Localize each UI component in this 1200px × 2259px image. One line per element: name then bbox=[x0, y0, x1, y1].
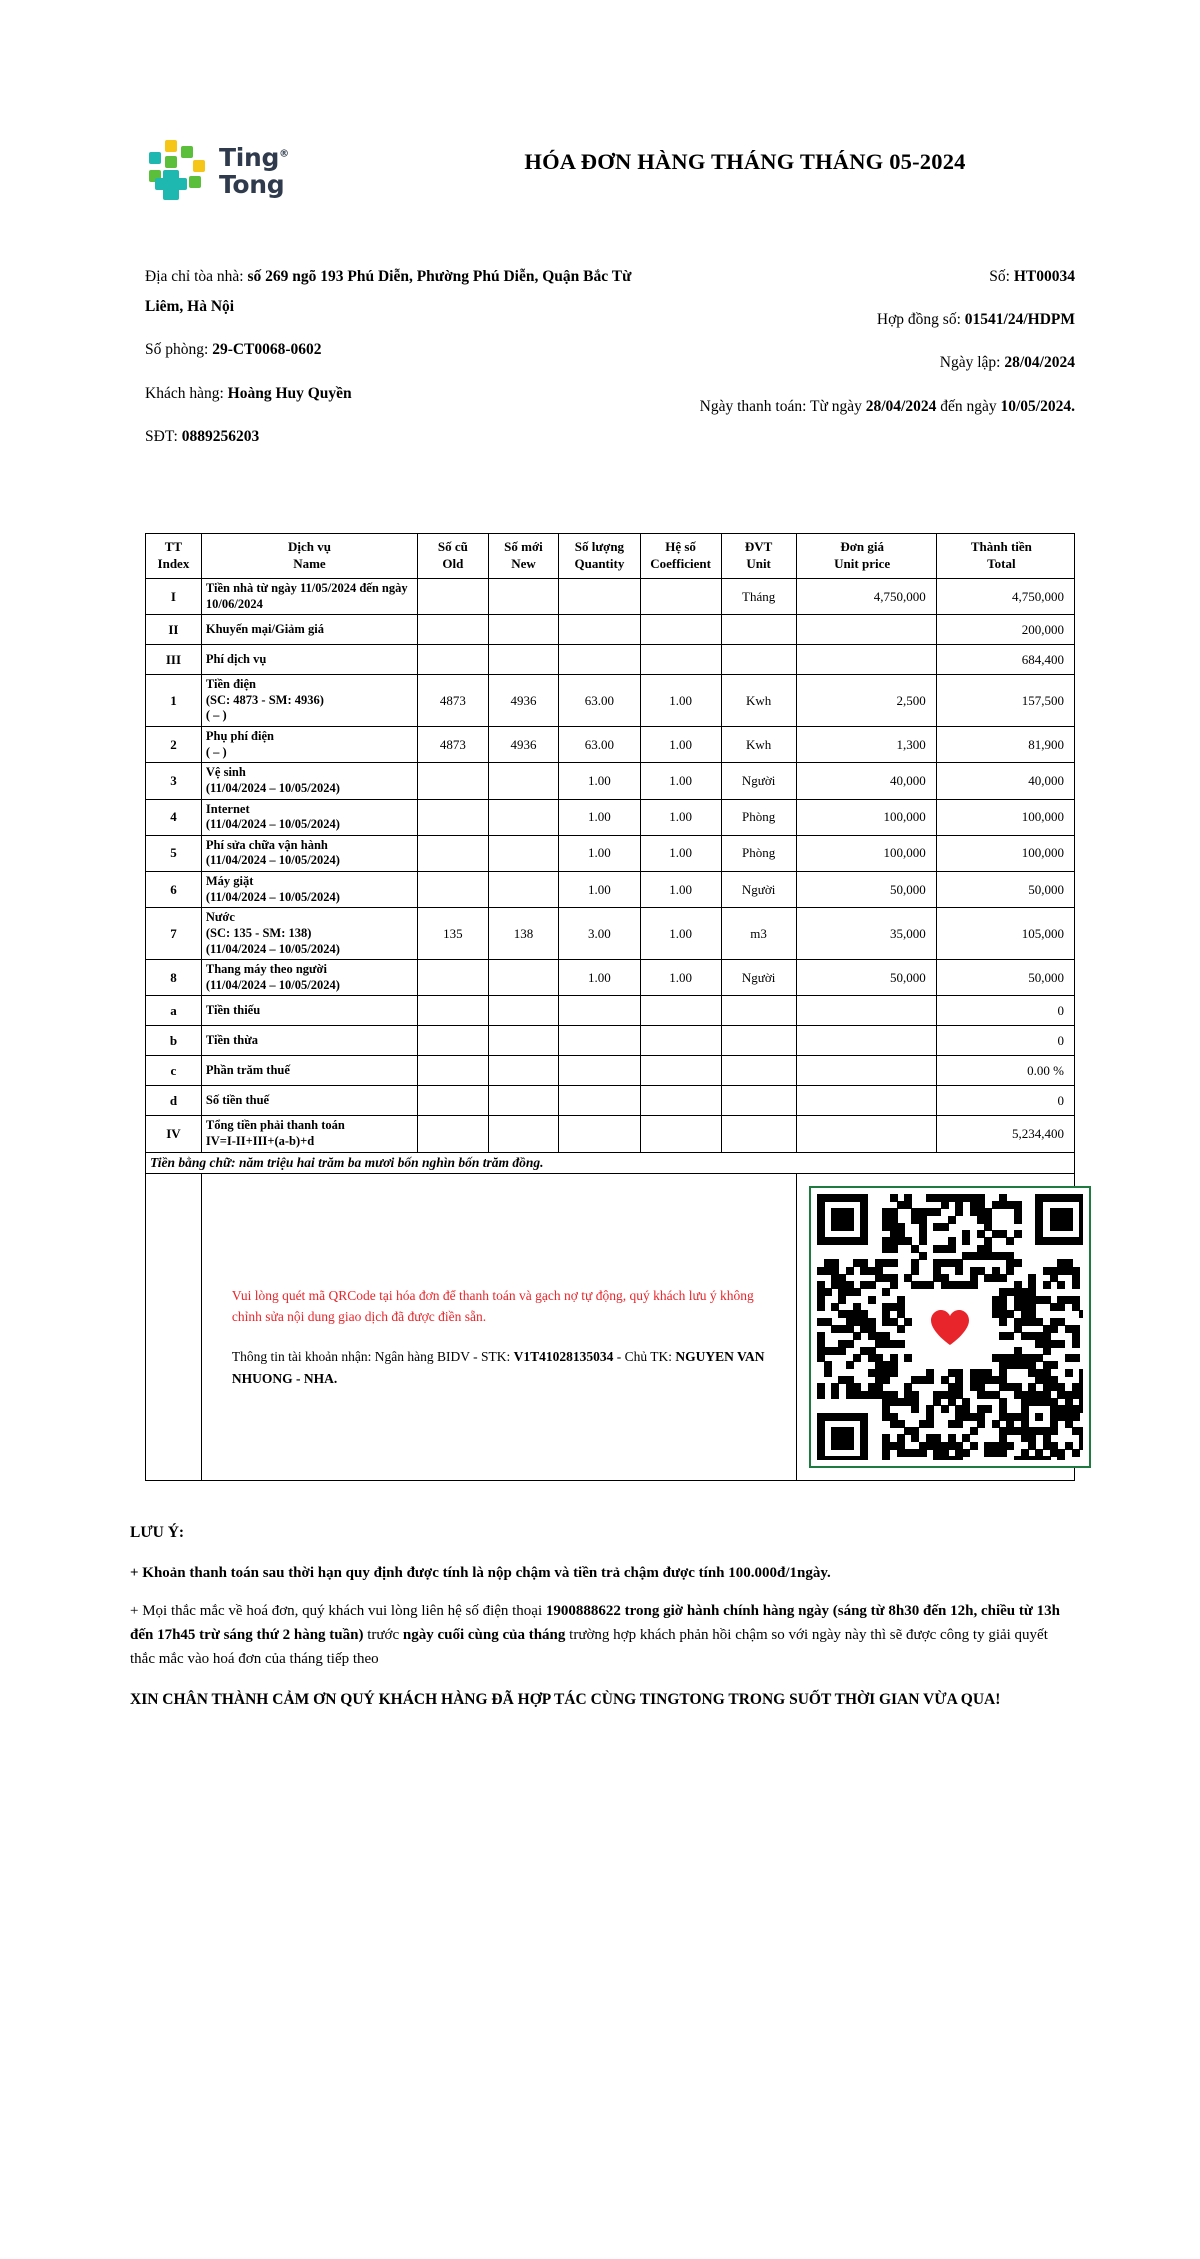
brand-name-line1: Ting bbox=[219, 143, 280, 172]
cell-new bbox=[488, 1026, 559, 1056]
cell-price: 4,750,000 bbox=[796, 578, 936, 614]
meta-building-address-value: số 269 ngõ 193 Phú Diễn, Phường Phú Diễn, Quận Bắc Từ Liêm, Hà Nội bbox=[145, 268, 632, 316]
col-index-l2: Index bbox=[157, 555, 190, 571]
cell-new: 138 bbox=[488, 908, 559, 960]
cell-total: 157,500 bbox=[936, 675, 1074, 727]
cell-qty: 1.00 bbox=[559, 799, 640, 835]
table-row bbox=[146, 872, 1075, 908]
cell-new bbox=[488, 578, 559, 614]
cell-total: 0 bbox=[936, 1086, 1074, 1116]
brand-name bbox=[219, 144, 289, 198]
col-old bbox=[418, 534, 489, 579]
footer-note-support-a: + Mọi thắc mắc về hoá đơn, quý khách vui lòng liên hệ số điện thoại bbox=[130, 1603, 546, 1620]
invoice-table-wrap bbox=[0, 533, 1200, 1481]
cell-name: Tiền thừa bbox=[201, 1026, 417, 1056]
invoice-table bbox=[145, 533, 1075, 1481]
brand-logo bbox=[145, 140, 375, 202]
table-row bbox=[146, 578, 1075, 614]
table-row bbox=[146, 727, 1075, 763]
footer-note-support-hotline: 1900888622 trong giờ hành chính hàng ngày (sáng từ 8h30 đến 12h, chiều từ 13h đến 17h45 trừ sáng thứ 2 hàng tuần) bbox=[130, 1603, 1060, 1644]
footer-note-support bbox=[130, 1599, 1075, 1671]
cell-unit bbox=[721, 996, 796, 1026]
qr-instruction-text: Vui lòng quét mã QRCode tại hóa đơn để thanh toán và gạch nợ tự động, quý khách lưu ý không chỉnh sửa nội dung giao dịch đã được điền sẵn. bbox=[231, 1288, 754, 1325]
cell-price: 1,300 bbox=[796, 727, 936, 763]
cell-old bbox=[418, 1086, 489, 1116]
bank-info-mid: - Chủ TK: bbox=[613, 1348, 676, 1364]
col-unit-l2: Unit bbox=[746, 555, 771, 571]
brand-name-line2: Tong bbox=[219, 170, 285, 199]
cell-unit: Kwh bbox=[721, 727, 796, 763]
cell-coef bbox=[640, 615, 721, 645]
table-row bbox=[146, 996, 1075, 1026]
cell-new bbox=[488, 1086, 559, 1116]
cell-total: 0 bbox=[936, 1026, 1074, 1056]
cell-qty bbox=[559, 615, 640, 645]
table-row bbox=[146, 1056, 1075, 1086]
meta-room-number-label: Số phòng: bbox=[145, 341, 213, 359]
cell-name: Internet (11/04/2024 – 10/05/2024) bbox=[201, 799, 417, 835]
cell-unit: Tháng bbox=[721, 578, 796, 614]
invoice-table-body bbox=[146, 578, 1075, 1152]
meta-room-number bbox=[145, 335, 647, 365]
meta-issue-date-value: 28/04/2024 bbox=[1004, 354, 1075, 372]
cell-name: Phụ phí điện ( – ) bbox=[201, 727, 417, 763]
cell-unit bbox=[721, 1056, 796, 1086]
meta-phone bbox=[145, 422, 647, 452]
cell-unit bbox=[721, 645, 796, 675]
cell-idx: 1 bbox=[146, 675, 202, 727]
cell-price: 100,000 bbox=[796, 835, 936, 871]
cell-price bbox=[796, 1116, 936, 1152]
col-total-l2: Total bbox=[987, 555, 1016, 571]
cell-name: Nước (SC: 135 - SM: 138) (11/04/2024 – 10/05/2024) bbox=[201, 908, 417, 960]
cell-coef: 1.00 bbox=[640, 872, 721, 908]
heart-icon bbox=[927, 1304, 973, 1350]
page-title: HÓA ĐƠN HÀNG THÁNG THÁNG 05-2024 bbox=[524, 149, 966, 174]
meta-contract-number-value: 01541/24/HDPM bbox=[964, 311, 1075, 329]
invoice-footer bbox=[0, 1481, 1200, 1766]
col-name-l1: Dịch vụ bbox=[287, 539, 331, 555]
cell-total: 50,000 bbox=[936, 960, 1074, 996]
cell-idx: 2 bbox=[146, 727, 202, 763]
table-row bbox=[146, 960, 1075, 996]
col-new bbox=[488, 534, 559, 579]
cell-name: Số tiền thuế bbox=[201, 1086, 417, 1116]
col-unit-l1: ĐVT bbox=[744, 539, 773, 555]
cell-unit: Người bbox=[721, 872, 796, 908]
cell-old: 135 bbox=[418, 908, 489, 960]
cell-price bbox=[796, 645, 936, 675]
cell-total: 0 bbox=[936, 996, 1074, 1026]
meta-payment-period bbox=[666, 392, 1075, 422]
cell-unit: Người bbox=[721, 960, 796, 996]
col-index-l1: TT bbox=[164, 539, 183, 555]
invoice-table-foot bbox=[146, 1152, 1075, 1480]
cell-idx: IV bbox=[146, 1116, 202, 1152]
cell-name: Tiền thiếu bbox=[201, 996, 417, 1026]
footer-thanks: XIN CHÂN THÀNH CẢM ƠN QUÝ KHÁCH HÀNG ĐÃ HỢP TÁC CÙNG TINGTONG TRONG SUỐT THỜI GIAN VỪA QUA! bbox=[130, 1691, 1001, 1709]
col-name-l2: Name bbox=[293, 555, 326, 571]
table-row bbox=[146, 763, 1075, 799]
cell-coef: 1.00 bbox=[640, 727, 721, 763]
invoice-header bbox=[0, 0, 1200, 202]
col-coefficient-l1: Hệ số bbox=[665, 539, 696, 555]
cell-old bbox=[418, 763, 489, 799]
col-new-l1: Số mới bbox=[504, 539, 543, 555]
meta-building-address bbox=[145, 262, 647, 322]
cell-old bbox=[418, 872, 489, 908]
col-unit-price bbox=[796, 534, 936, 579]
cell-idx: 5 bbox=[146, 835, 202, 871]
amount-in-words-row bbox=[146, 1152, 1075, 1173]
cell-qty bbox=[559, 1116, 640, 1152]
cell-coef bbox=[640, 996, 721, 1026]
meta-customer-value: Hoàng Huy Quyền bbox=[227, 384, 352, 402]
cell-idx: II bbox=[146, 615, 202, 645]
cell-name: Vệ sinh (11/04/2024 – 10/05/2024) bbox=[201, 763, 417, 799]
cell-coef: 1.00 bbox=[640, 799, 721, 835]
cell-name: Tổng tiền phải thanh toán IV=I-II+III+(a-b)+d bbox=[201, 1116, 417, 1152]
cell-coef bbox=[640, 1086, 721, 1116]
table-row bbox=[146, 675, 1075, 727]
cell-qty bbox=[559, 1056, 640, 1086]
cell-total: 81,900 bbox=[936, 727, 1074, 763]
cell-total: 4,750,000 bbox=[936, 578, 1074, 614]
cell-total: 50,000 bbox=[936, 872, 1074, 908]
cell-idx: a bbox=[146, 996, 202, 1026]
cell-new bbox=[488, 872, 559, 908]
cell-old bbox=[418, 645, 489, 675]
cell-total: 5,234,400 bbox=[936, 1116, 1074, 1152]
table-header-row bbox=[146, 534, 1075, 579]
cell-name: Phí sửa chữa vận hành (11/04/2024 – 10/05/2024) bbox=[201, 835, 417, 871]
col-old-l2: Old bbox=[442, 555, 464, 571]
cell-coef: 1.00 bbox=[640, 763, 721, 799]
meta-room-number-value: 29-CT0068-0602 bbox=[212, 341, 322, 359]
meta-payment-period-start: 28/04/2024 bbox=[865, 397, 937, 415]
invoice-meta bbox=[0, 262, 1200, 465]
payment-row-spacer bbox=[146, 1173, 202, 1480]
cell-name: Phí dịch vụ bbox=[201, 645, 417, 675]
cell-old: 4873 bbox=[418, 727, 489, 763]
payment-note-cell bbox=[201, 1173, 796, 1480]
meta-invoice-number bbox=[666, 262, 1075, 292]
cell-name: Phần trăm thuế bbox=[201, 1056, 417, 1086]
cell-old bbox=[418, 1026, 489, 1056]
col-quantity bbox=[559, 534, 640, 579]
col-index bbox=[146, 534, 202, 579]
cell-old: 4873 bbox=[418, 675, 489, 727]
cell-unit: m3 bbox=[721, 908, 796, 960]
table-row bbox=[146, 645, 1075, 675]
cell-price bbox=[796, 1086, 936, 1116]
meta-customer-label: Khách hàng: bbox=[145, 384, 228, 402]
meta-payment-period-label: Ngày thanh toán: Từ ngày bbox=[699, 397, 866, 415]
col-quantity-l2: Quantity bbox=[574, 555, 625, 571]
cell-price bbox=[796, 996, 936, 1026]
cell-coef bbox=[640, 1116, 721, 1152]
footer-note-support-deadline: ngày cuối cùng của tháng bbox=[402, 1627, 566, 1644]
cell-idx: 6 bbox=[146, 872, 202, 908]
cell-qty bbox=[559, 996, 640, 1026]
table-row bbox=[146, 1086, 1075, 1116]
meta-contract-number bbox=[666, 305, 1075, 335]
col-unit-price-l2: Unit price bbox=[834, 555, 891, 571]
cell-price bbox=[796, 1056, 936, 1086]
meta-invoice-number-value: HT00034 bbox=[1013, 268, 1075, 285]
cell-idx: d bbox=[146, 1086, 202, 1116]
meta-contract-number-label: Hợp đồng số: bbox=[876, 311, 965, 329]
cell-total: 105,000 bbox=[936, 908, 1074, 960]
meta-phone-label: SĐT: bbox=[145, 427, 182, 445]
cell-old bbox=[418, 835, 489, 871]
meta-building-address-label: Địa chỉ tòa nhà: bbox=[145, 268, 248, 285]
cell-new bbox=[488, 645, 559, 675]
table-row bbox=[146, 1026, 1075, 1056]
cell-new bbox=[488, 1056, 559, 1086]
cell-idx: 7 bbox=[146, 908, 202, 960]
cell-total: 40,000 bbox=[936, 763, 1074, 799]
meta-payment-period-end: 10/05/2024. bbox=[1000, 397, 1075, 415]
meta-payment-period-mid: đến ngày bbox=[936, 397, 1001, 415]
footer-title: LƯU Ý: bbox=[130, 1523, 185, 1541]
cell-old bbox=[418, 960, 489, 996]
cell-price: 40,000 bbox=[796, 763, 936, 799]
cell-total: 0.00 % bbox=[936, 1056, 1074, 1086]
cell-coef: 1.00 bbox=[640, 835, 721, 871]
cell-unit bbox=[721, 615, 796, 645]
col-name bbox=[201, 534, 417, 579]
cell-qty bbox=[559, 1086, 640, 1116]
cell-idx: I bbox=[146, 578, 202, 614]
cell-idx: 8 bbox=[146, 960, 202, 996]
meta-invoice-number-label: Số: bbox=[989, 268, 1014, 285]
cell-total: 100,000 bbox=[936, 799, 1074, 835]
cell-old bbox=[418, 615, 489, 645]
col-total-l1: Thành tiền bbox=[970, 539, 1032, 555]
footer-note-late-fee: + Khoản thanh toán sau thời hạn quy định được tính là nộp chậm và tiền trả chậm được tính 100.000đ/1ngày. bbox=[130, 1565, 831, 1582]
cell-price: 50,000 bbox=[796, 960, 936, 996]
qr-code-pattern bbox=[817, 1194, 1083, 1460]
cell-qty bbox=[559, 1026, 640, 1056]
cell-qty: 63.00 bbox=[559, 675, 640, 727]
cell-name: Khuyến mại/Giảm giá bbox=[201, 615, 417, 645]
cell-new: 4936 bbox=[488, 727, 559, 763]
cell-unit: Kwh bbox=[721, 675, 796, 727]
footer-note-support-e: trường hợp khách phản hồi chậm so với ngày này thì sẽ được công ty giải quyết thắc mắc vào hoá đơn của tháng tiếp theo bbox=[130, 1627, 1048, 1668]
meta-issue-date bbox=[666, 348, 1075, 378]
amount-in-words: Tiền bằng chữ: năm triệu hai trăm ba mươi bốn nghìn bốn trăm đồng. bbox=[146, 1152, 1075, 1173]
cell-new bbox=[488, 960, 559, 996]
cell-name: Tiền điện (SC: 4873 - SM: 4936) ( – ) bbox=[201, 675, 417, 727]
meta-left-column bbox=[145, 262, 647, 465]
cell-new bbox=[488, 1116, 559, 1152]
cell-name: Thang máy theo người (11/04/2024 – 10/05/2024) bbox=[201, 960, 417, 996]
cell-total: 684,400 bbox=[936, 645, 1074, 675]
qr-cell bbox=[796, 1173, 1074, 1480]
cell-total: 200,000 bbox=[936, 615, 1074, 645]
cell-unit bbox=[721, 1116, 796, 1152]
brand-trademark: ® bbox=[279, 148, 289, 160]
cell-name: Tiền nhà từ ngày 11/05/2024 đến ngày 10/06/2024 bbox=[201, 578, 417, 614]
cell-qty: 1.00 bbox=[559, 960, 640, 996]
cell-idx: 3 bbox=[146, 763, 202, 799]
cell-unit: Phòng bbox=[721, 835, 796, 871]
table-row bbox=[146, 1116, 1075, 1152]
cell-price: 50,000 bbox=[796, 872, 936, 908]
cell-price: 100,000 bbox=[796, 799, 936, 835]
cell-unit: Người bbox=[721, 763, 796, 799]
bank-account-owner: NGUYEN VAN NHUONG - NHA. bbox=[231, 1348, 765, 1386]
table-row bbox=[146, 908, 1075, 960]
col-coefficient-l2: Coefficient bbox=[650, 555, 711, 571]
meta-phone-value: 0889256203 bbox=[181, 427, 260, 445]
meta-customer bbox=[145, 379, 647, 409]
tingtong-logo-icon bbox=[145, 140, 209, 202]
cell-coef bbox=[640, 1056, 721, 1086]
bank-info-text bbox=[232, 1346, 772, 1389]
col-unit bbox=[721, 534, 796, 579]
col-new-l2: New bbox=[511, 555, 536, 571]
cell-price bbox=[796, 1026, 936, 1056]
cell-qty: 1.00 bbox=[559, 763, 640, 799]
cell-coef: 1.00 bbox=[640, 908, 721, 960]
meta-right-column bbox=[666, 262, 1075, 465]
cell-coef bbox=[640, 645, 721, 675]
cell-new bbox=[488, 763, 559, 799]
footer-note-support-c: trước bbox=[363, 1627, 403, 1644]
invoice-table-head bbox=[146, 534, 1075, 579]
cell-qty: 1.00 bbox=[559, 872, 640, 908]
cell-qty bbox=[559, 578, 640, 614]
cell-old bbox=[418, 799, 489, 835]
bank-info-prefix: Thông tin tài khoản nhận: Ngân hàng BIDV - STK: bbox=[231, 1348, 514, 1364]
cell-new bbox=[488, 996, 559, 1026]
cell-unit bbox=[721, 1086, 796, 1116]
payment-qr-row bbox=[146, 1173, 1075, 1480]
cell-new bbox=[488, 835, 559, 871]
cell-coef bbox=[640, 578, 721, 614]
cell-idx: 4 bbox=[146, 799, 202, 835]
col-coefficient bbox=[640, 534, 721, 579]
cell-qty: 3.00 bbox=[559, 908, 640, 960]
table-row bbox=[146, 615, 1075, 645]
cell-new bbox=[488, 615, 559, 645]
cell-idx: III bbox=[146, 645, 202, 675]
cell-old bbox=[418, 1056, 489, 1086]
cell-new: 4936 bbox=[488, 675, 559, 727]
col-total bbox=[936, 534, 1074, 579]
cell-qty: 63.00 bbox=[559, 727, 640, 763]
cell-old bbox=[418, 1116, 489, 1152]
col-unit-price-l1: Đơn giá bbox=[840, 539, 884, 555]
cell-unit bbox=[721, 1026, 796, 1056]
cell-idx: b bbox=[146, 1026, 202, 1056]
qr-code[interactable] bbox=[809, 1186, 1091, 1468]
cell-unit: Phòng bbox=[721, 799, 796, 835]
cell-price bbox=[796, 615, 936, 645]
cell-coef bbox=[640, 1026, 721, 1056]
cell-old bbox=[418, 996, 489, 1026]
table-row bbox=[146, 799, 1075, 835]
cell-qty bbox=[559, 645, 640, 675]
cell-coef: 1.00 bbox=[640, 960, 721, 996]
cell-price: 2,500 bbox=[796, 675, 936, 727]
col-quantity-l1: Số lượng bbox=[574, 539, 625, 555]
cell-price: 35,000 bbox=[796, 908, 936, 960]
cell-coef: 1.00 bbox=[640, 675, 721, 727]
col-old-l1: Số cũ bbox=[437, 539, 468, 555]
cell-idx: c bbox=[146, 1056, 202, 1086]
cell-name: Máy giặt (11/04/2024 – 10/05/2024) bbox=[201, 872, 417, 908]
table-row bbox=[146, 835, 1075, 871]
cell-new bbox=[488, 799, 559, 835]
cell-total: 100,000 bbox=[936, 835, 1074, 871]
cell-old bbox=[418, 578, 489, 614]
meta-issue-date-label: Ngày lập: bbox=[939, 354, 1005, 372]
cell-qty: 1.00 bbox=[559, 835, 640, 871]
bank-account-number: V1T41028135034 bbox=[513, 1348, 614, 1364]
